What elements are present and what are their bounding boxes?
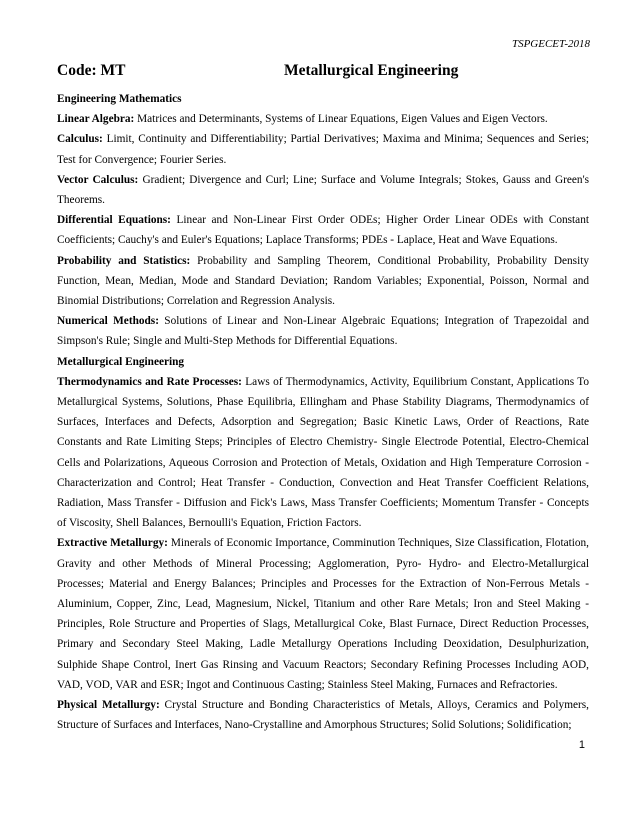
topic-linear-algebra [57, 109, 589, 129]
topic-text: Gradient; Divergence and Curl; Line; Surface and Volume Integrals; Stokes, Gauss and Green's Theorems. [57, 173, 590, 207]
topic-name: Vector Calculus: [57, 173, 139, 186]
topic-vector-calculus [57, 170, 589, 210]
topic-calculus [57, 129, 589, 169]
topic-name: Extractive Metallurgy: [57, 537, 168, 550]
topic-name: Differential Equations: [57, 214, 171, 227]
topic-text: Linear and Non-Linear First Order ODEs; Higher Order Linear ODEs with Constant Coefficients; Cauchy's and Euler's Equations; Laplace Transforms; PDEs - Laplace, Heat and Wave Equations. [57, 214, 589, 247]
topic-name: Thermodynamics and Rate Processes: [57, 375, 242, 388]
topic-physical-metallurgy [57, 695, 589, 735]
topic-text: Laws of Thermodynamics, Activity, Equilibrium Constant, Applications To Metallurgical Systems, Solutions, Phase Equilibria, Ellingham and Phase Stability Diagrams, Thermodynamics of Surfaces, Interfaces and Defects, Adsorption and Segregation; Basic Kinetic Laws, Order of Reactions, Rate Constants and Rate Limiting Steps; Principles of Electro Chemistry- Single Electrode Potential, Electro-Chemical Cells and Polarizations, Aqueous Corrosion and Protection of Metals, Oxidation and High Temperature Corrosion - Characterization and Control; Heat Transfer - Conduction, Convection and Heat Transfer Coefficient Relations, Radiation, Mass Transfer - Diffusion and Fick's Laws, Mass Transfer Coefficients; Momentum Transfer - Concepts of Viscosity, Shell Balances, Bernoulli's Equation, Friction Factors. [57, 375, 589, 530]
topic-text: Minerals of Economic Importance, Comminution Techniques, Size Classification, Flotation, Gravity and other Methods of Mineral Processing; Agglomeration, Pyro- Hydro- and Electro-Metallurgical Processes; Material and Energy Balances; Principles and Processes for the Extraction of Non-Ferrous Metals - Aluminium, Copper, Zinc, Lead, Magnesium, Nickel, Titanium and other Rare Metals; Iron and Steel Making - Principles, Role Structure and Properties of Slags, Metallurgical Coke, Blast Furnace, Direct Reduction Processes, Primary and Secondary Steel Making, Ladle Metallurgy Operations Including Deoxidation, Desulphurization, Sulphide Shape Control, Inert Gas Rinsing and Vacuum Reactors; Secondary Refining Processes Including AOD, VAD, VOD, VAR and ESR; Ingot and Continuous Casting; Stainless Steel Making, Furnaces and Refractories. [57, 537, 589, 691]
section-heading-engineering-mathematics: Engineering Mathematics [57, 93, 182, 105]
topic-text: Solutions of Linear and Non-Linear Algebraic Equations; Integration of Trapezoidal and Simpson's Rule; Single and Multi-Step Methods for Differential Equations. [57, 315, 589, 348]
title-subject: Metallurgical Engineering [284, 62, 459, 79]
topic-text: Matrices and Determinants, Systems of Linear Equations, Eigen Values and Eigen Vectors. [137, 113, 548, 126]
topic-thermodynamics-rate-processes [57, 372, 589, 534]
section-heading-metallurgical-engineering: Metallurgical Engineering [57, 355, 185, 368]
syllabus-content [57, 89, 589, 736]
page-number: 1 [578, 739, 585, 751]
topic-extractive-metallurgy [57, 533, 589, 695]
topic-text: Probability and Sampling Theorem, Conditional Probability, Probability Density Function, Mean, Median, Mode and Standard Deviation; Random Variables; Exponential, Poisson, Normal and Binomial Distributions; Correlation and Regression Analysis. [57, 254, 589, 308]
page-header-exam-code: TSPGECET-2018 [511, 38, 590, 50]
topic-name: Numerical Methods: [57, 315, 159, 328]
topic-name: Probability and Statistics: [57, 254, 191, 267]
topic-text: Limit, Continuity and Differentiability; Partial Derivatives; Maxima and Minima; Sequences and Series; Test for Convergence; Fourier Series. [57, 133, 589, 166]
topic-differential-equations [57, 210, 589, 250]
title-code: Code: MT [57, 62, 126, 79]
topic-name: Linear Algebra: [57, 113, 135, 126]
topic-name: Physical Metallurgy: [57, 699, 160, 712]
topic-text: Crystal Structure and Bonding Characteristics of Metals, Alloys, Ceramics and Polymers, Structure of Surfaces and Interfaces, Nano-Crystalline and Amorphous Structures; Solid Solutions; Solidification; [57, 699, 589, 732]
topic-probability-statistics [57, 251, 589, 312]
topic-name: Calculus: [57, 133, 103, 146]
topic-numerical-methods [57, 311, 589, 351]
